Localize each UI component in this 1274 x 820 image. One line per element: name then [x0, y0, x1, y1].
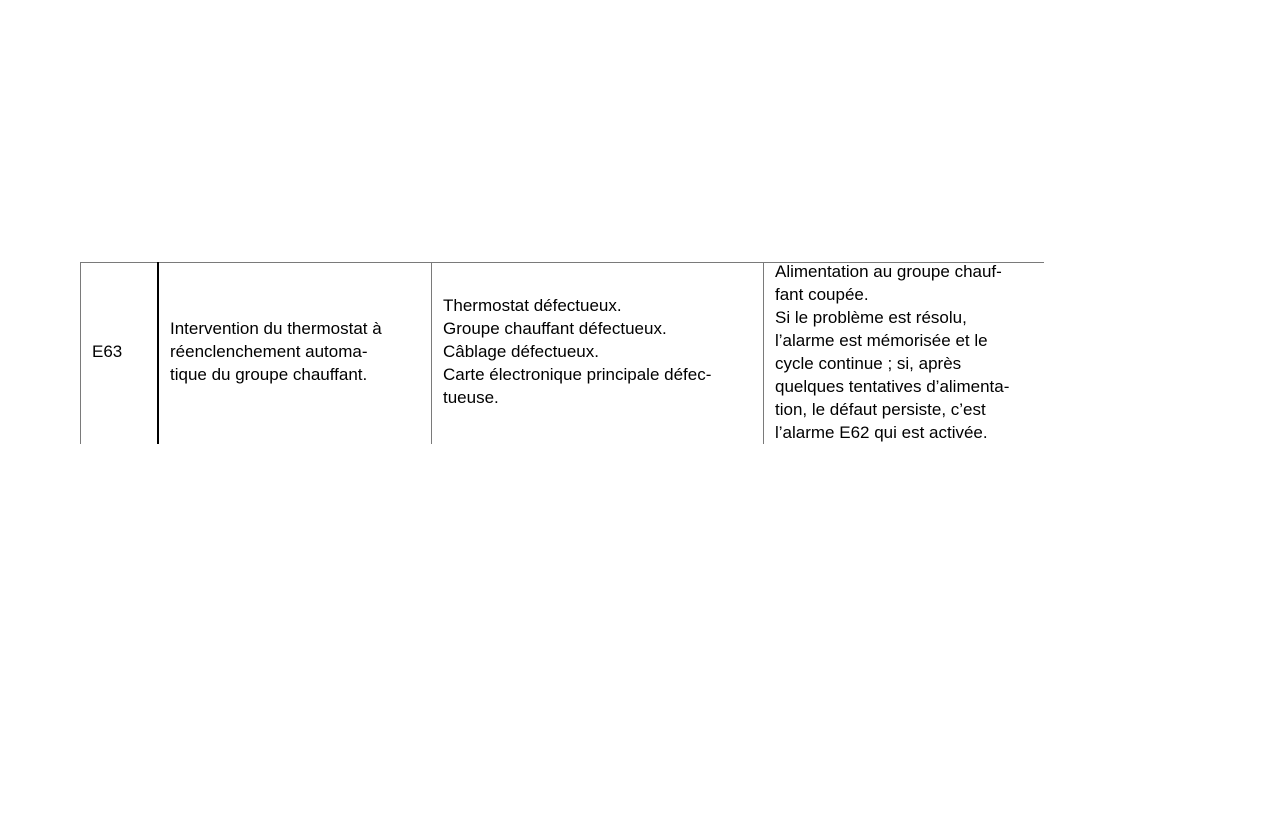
cause-line: tueuse. — [443, 388, 499, 407]
code-text — [92, 340, 153, 363]
action-line: tion, le défaut persiste, c’est — [775, 400, 986, 419]
cause-line: Carte électronique principale défec- — [443, 365, 712, 384]
action-line: Si le problème est résolu, — [775, 308, 967, 327]
description-line: tique du groupe chauffant. — [170, 365, 368, 384]
action-line: quelques tentatives d’alimenta- — [775, 377, 1010, 396]
action-line: Alimentation au groupe chauf- — [775, 262, 1002, 281]
alarm-table — [80, 262, 1044, 444]
description-text — [170, 317, 427, 386]
actions-cell — [763, 262, 1044, 444]
description-line: réenclenchement automa- — [170, 342, 368, 361]
cause-line: Câblage défectueux. — [443, 342, 599, 361]
action-line: fant coupée. — [775, 285, 869, 304]
action-line: cycle continue ; si, après — [775, 354, 962, 373]
cause-line: Groupe chauffant défectueux. — [443, 319, 667, 338]
action-line: l’alarme est mémorisée et le — [775, 331, 988, 350]
causes-text — [443, 294, 759, 409]
action-line: l’alarme E62 qui est activée. — [775, 423, 988, 442]
causes-cell — [431, 262, 763, 444]
code-cell — [80, 262, 157, 444]
description-cell — [157, 262, 431, 444]
description-line: Intervention du thermostat à — [170, 319, 382, 338]
alarm-code: E63 — [92, 342, 123, 361]
cause-line: Thermostat défectueux. — [443, 296, 622, 315]
actions-text — [775, 260, 1040, 444]
